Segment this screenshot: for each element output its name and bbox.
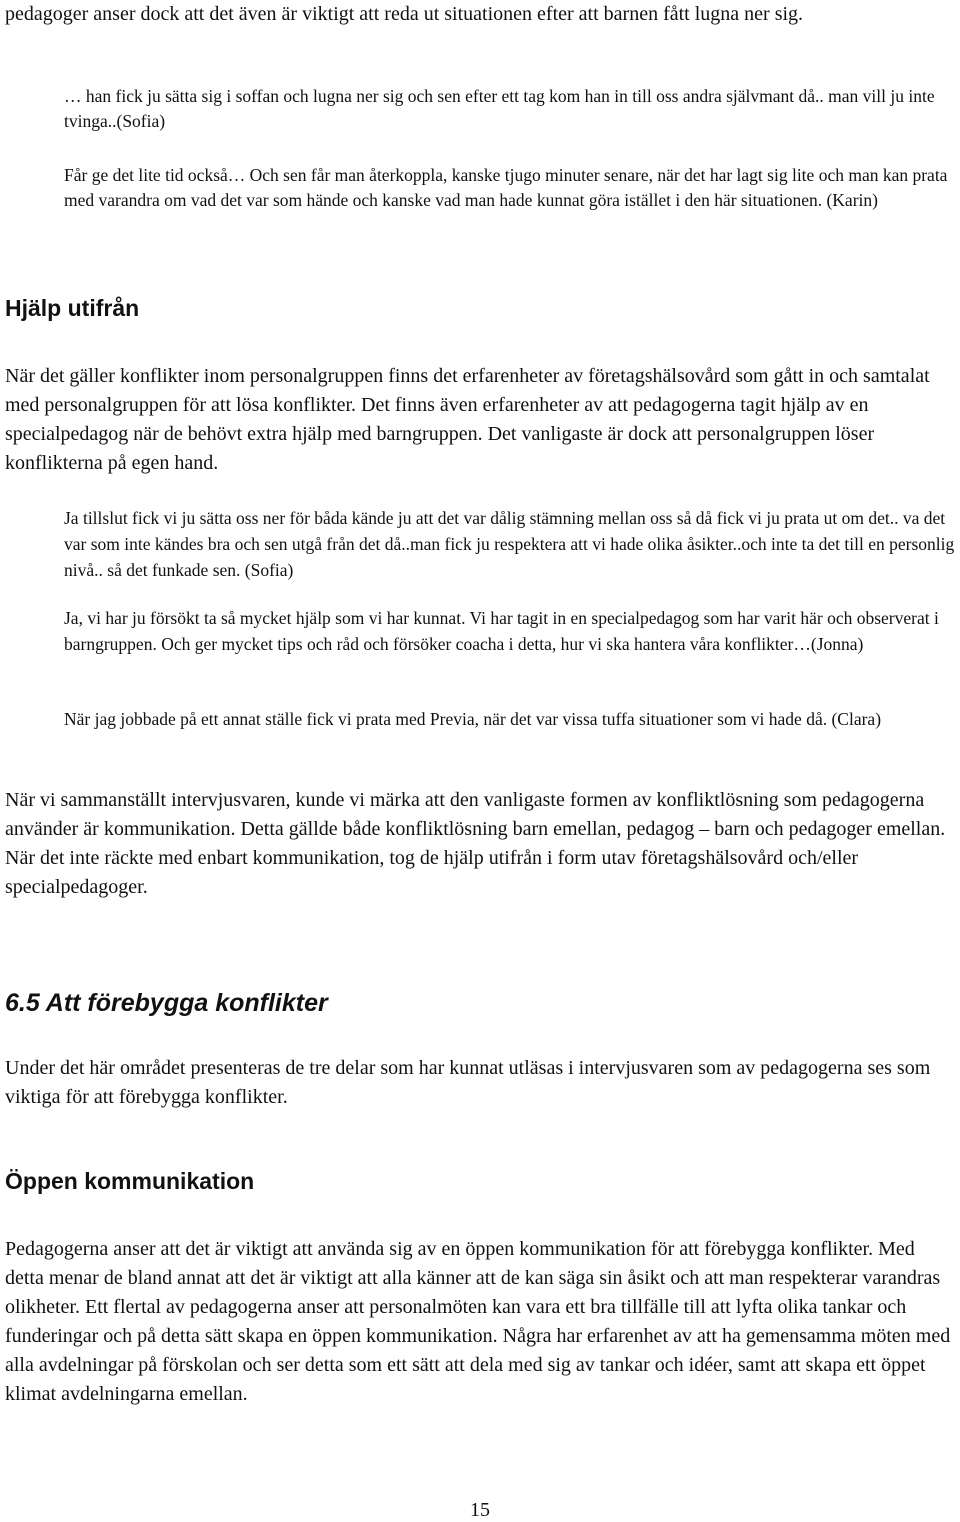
quote-sofia-1: … han fick ju sätta sig i soffan och lugna ner sig och sen efter ett tag kom han in till oss andra självmant då.. man vill ju inte tvinga..(Sofia) bbox=[64, 86, 935, 131]
quote-clara: När jag jobbade på ett annat ställe fick vi prata med Previa, när det var vissa tuffa situationer som vi hade då. (Clara) bbox=[64, 709, 882, 729]
heading-hjalp-utifran: Hjälp utifrån bbox=[5, 295, 140, 321]
quote-karin: Får ge det lite tid också… Och sen får man återkoppla, kanske tjugo minuter senare, när det har lagt sig lite och man kan prata med varandra om vad det var som hände och kanske vad man hade kunnat göra istället i den här situationen. (Karin) bbox=[64, 165, 948, 210]
paragraph-section-intro: Under det här området presenteras de tre delar som har kunnat utläsas i intervjusvaren som av pedagogerna ses som viktiga för att förebygga konflikter. bbox=[5, 1057, 931, 1108]
page-number: 15 bbox=[470, 1499, 490, 1521]
quote-jonna: Ja, vi har ju försökt ta så mycket hjälp som vi har kunnat. Vi har tagit in en specialpedagog som har varit här och observerat i barngruppen. Och ger mycket tips och råd och försöker coacha i detta, hur vi ska hantera våra konflikter…(Jonna) bbox=[64, 608, 939, 654]
intro-paragraph-end: pedagoger anser dock att det även är viktigt att reda ut situationen efter att barnen fått lugna ner sig. bbox=[5, 3, 804, 25]
paragraph-oppen-kommunikation: Pedagogerna anser att det är viktigt att använda sig av en öppen kommunikation för att förebygga konflikter. Med detta menar de bland annat att det är viktigt att alla känner att de kan säga sin åsikt och att man respekterar varandras olikheter. Ett flertal av pedagogerna anser att personalmöten kan vara ett bra tillfälle till att lyfta olika tankar och funderingar och på detta sätt skapa en öppen kommunikation. Några har erfarenhet av att ha gemensamma möten med alla avdelningar på förskolan och ser detta som ett sätt att dela med sig av tankar och idéer, samt att skapa ett öppet klimat avdelningarna emellan. bbox=[5, 1238, 951, 1405]
heading-oppen-kommunikation: Öppen kommunikation bbox=[5, 1168, 255, 1194]
paragraph-hjalp-utifran: När det gäller konflikter inom personalgruppen finns det erfarenheter av företagshälsovård som gått in och samtalat med personalgruppen för att lösa konflikter. Det finns även erfarenheter av att pedagogerna tagit hjälp av en specialpedagog när de behövt extra hjälp med barngruppen. Det vanligaste är dock att personalgruppen löser konflikterna på egen hand. bbox=[5, 365, 930, 474]
quote-sofia-2: Ja tillslut fick vi ju sätta oss ner för båda kände ju att det var dålig stämning mellan oss så då fick vi ju prata ut om det.. va det var som inte kändes bra och sen utgå från det då..man fick ju respektera att vi hade olika åsikter..och inte ta det till en personlig nivå.. så det funkade sen. (Sofia) bbox=[64, 508, 955, 580]
section-heading: 6.5 Att förebygga konflikter bbox=[5, 989, 328, 1017]
paragraph-summary: När vi sammanställt intervjusvaren, kunde vi märka att den vanligaste formen av konfliktlösning som pedagogerna använder är kommunikation. Detta gällde både konfliktlösning barn emellan, pedagog – barn och pedagoger emellan. När det inte räckte med enbart kommunikation, tog de hjälp utifrån i form utav företagshälsovård och/eller specialpedagoger. bbox=[5, 789, 946, 898]
